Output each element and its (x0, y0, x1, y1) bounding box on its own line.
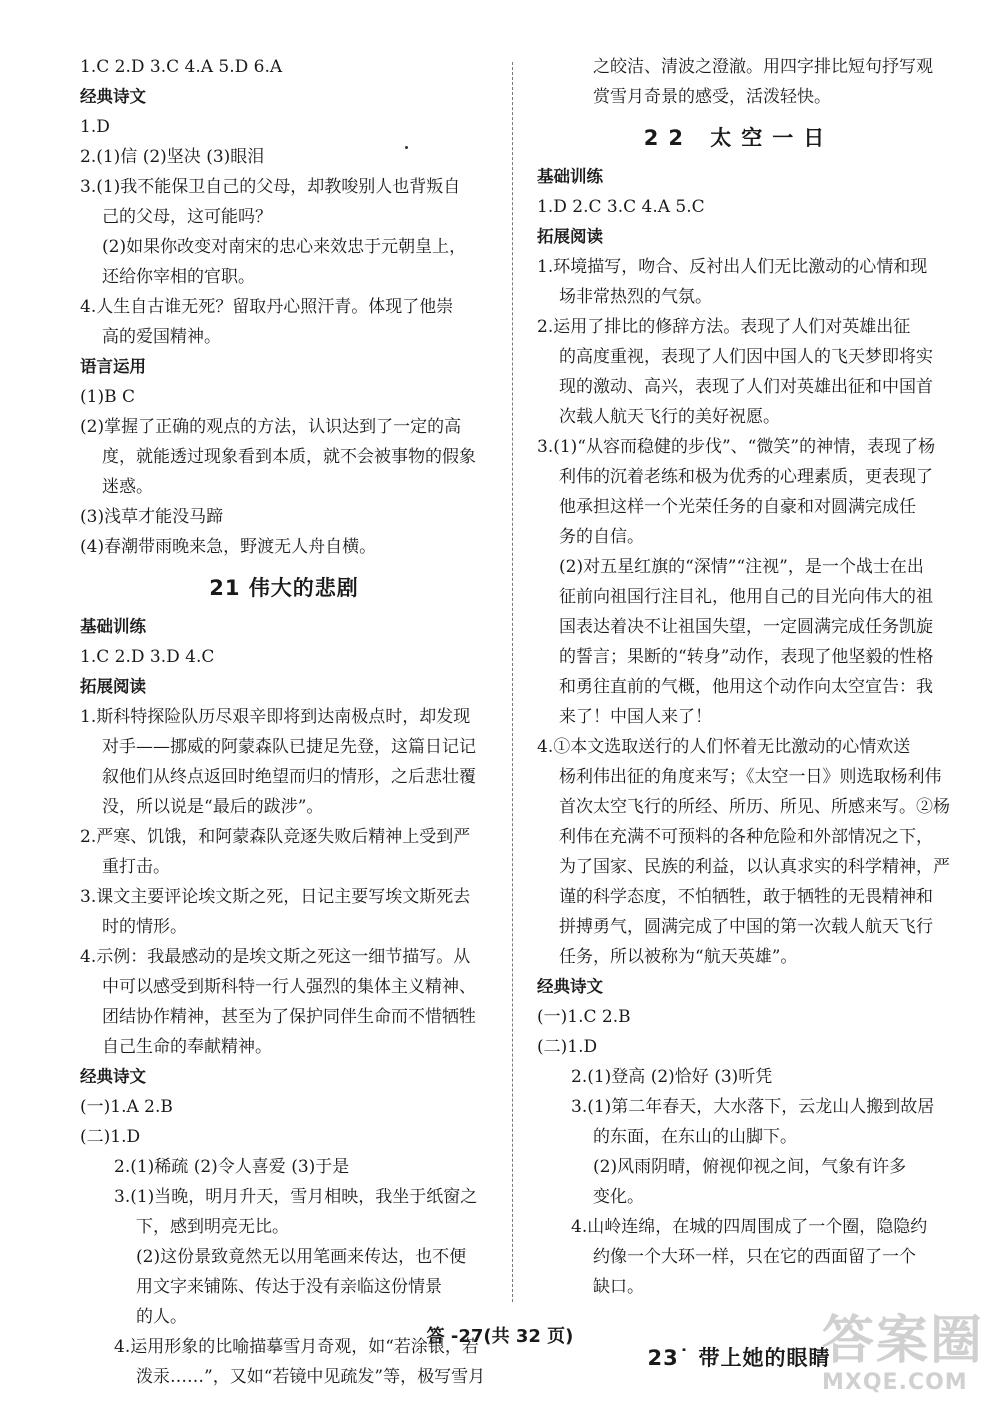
page-footer: 答 -27(共 32 页) (426, 1326, 574, 1347)
answer-line: 迷惑。 (102, 477, 153, 497)
answer-line: 2.(1)稀疏 (2)令人喜爱 (3)于是 (114, 1157, 350, 1177)
answer-line: 3.(1)我不能保卫自己的父母，却教唆别人也背叛自 (80, 177, 461, 197)
answer-line: (2)掌握了正确的观点的方法，认识达到了一定的高 (80, 417, 462, 437)
answer-line: 用文字来铺陈、传达于没有亲临这份情景 (136, 1277, 442, 1297)
answer-line: 谨的科学态度，不怕牺牲，敢于牺牲的无畏精神和 (559, 887, 933, 907)
answer-line: 场非常热烈的气氛。 (559, 287, 712, 307)
answer-line: 3.课文主要评论埃文斯之死，日记主要写埃文斯死去 (80, 887, 471, 907)
answer-line: 的誓言；果断的“转身”动作，表现了他坚毅的性格 (559, 647, 934, 667)
answer-line: (2)这份景致竟然无以用笔画来传达，也不便 (136, 1247, 467, 1267)
answer-line: 时的情形。 (102, 917, 187, 937)
answer-line: 次载人航天飞行的美好祝愿。 (559, 407, 780, 427)
answer-line: 杨利伟出征的角度来写；《太空一日》则选取杨利伟 (559, 767, 942, 787)
answer-line: 自己生命的奉献精神。 (102, 1037, 272, 1057)
answer-line: 约像一个大环一样，只在它的西面留了一个 (593, 1247, 916, 1267)
answer-line: 己的父母，这可能吗？ (102, 207, 272, 227)
answer-line: (1)B C (80, 387, 135, 407)
answer-line: 4.示例：我最感动的是埃文斯之死这一细节描写。从 (80, 947, 471, 967)
answer-line: (二)1.D (80, 1127, 141, 1147)
answer-line: 1.环境描写，吻合、反衬出人们无比激动的心情和现 (537, 257, 928, 277)
answer-line: 的高度重视，表现了人们因中国人的飞天梦即将实 (559, 347, 933, 367)
answer-line: 之皎洁、清波之澄澈。用四字排比短句抒写观 (593, 57, 933, 77)
answer-line: 团结协作精神，甚至为了保护同伴生命而不惜牺牲 (102, 1007, 476, 1027)
answer-line: 现的激动、高兴，表现了人们对英雄出征和中国首 (559, 377, 933, 397)
answer-line: (二)1.D (537, 1037, 598, 1057)
answer-line: 1.斯科特探险队历尽艰辛即将到达南极点时，却发现 (80, 707, 471, 727)
answer-line: 为了国家、民族的利益，以认真求实的科学精神，严 (559, 857, 950, 877)
answer-line: 1.C 2.D 3.C 4.A 5.D 6.A (80, 57, 283, 77)
answer-line: 4.山岭连绵，在城的四周围成了一个圈，隐隐约 (571, 1217, 928, 1237)
answer-line: 国表达着决不让祖国失望，一定圆满完成任务凯旋 (559, 617, 933, 637)
section-heading: 经典诗文 (80, 87, 146, 106)
column-divider (512, 62, 513, 1302)
watermark-url: MXQE.COM (822, 1370, 968, 1395)
answer-line: 中可以感受到斯科特一行人强烈的集体主义精神、 (102, 977, 476, 997)
left-column (80, 52, 488, 1392)
lesson-title: 22 太空一日 (643, 126, 835, 150)
section-heading: 经典诗文 (537, 977, 603, 996)
answer-line: (一)1.C 2.B (537, 1007, 631, 1027)
section-heading: 语言运用 (80, 357, 146, 376)
answer-line: 的东面，在东山的山脚下。 (593, 1127, 797, 1147)
answer-line: (2)如果你改变对南宋的忠心来效忠于元朝皇上， (102, 237, 467, 257)
answer-line: 度，就能透过现象看到本质，就不会被事物的假象 (102, 447, 476, 467)
lesson-title: 21 伟大的悲剧 (209, 576, 359, 600)
answer-line: 3.(1)当晚，明月升天，雪月相映，我坐于纸窗之 (114, 1187, 478, 1207)
answer-line: 3.(1)“从容而稳健的步伐”、“微笑”的神情，表现了杨 (537, 437, 936, 457)
watermark-logo (822, 1312, 992, 1412)
section-heading: 拓展阅读 (537, 227, 603, 246)
answer-line: 任务，所以被称为“航天英雄”。 (559, 947, 798, 967)
answer-line: 赏雪月奇景的感受，活泼轻快。 (593, 87, 831, 107)
answer-line: 他承担这样一个光荣任务的自豪和对圆满完成任 (559, 497, 916, 517)
answer-line: 来了！中国人来了！ (559, 707, 712, 727)
answer-line: (2)风雨阴晴，俯视仰视之间，气象有许多 (593, 1157, 907, 1177)
section-heading: 拓展阅读 (80, 677, 146, 696)
answer-line: 首次太空飞行的所经、所历、所见、所感来写。②杨 (559, 797, 950, 817)
answer-line: 利伟的沉着老练和极为优秀的心理素质，更表现了 (559, 467, 933, 487)
answer-line: 2.严寒、饥饿，和阿蒙森队竞逐失败后精神上受到严 (80, 827, 471, 847)
answer-line: 2.(1)信 (2)坚决 (3)眼泪 (80, 147, 265, 167)
answer-line: 和勇往直前的气概，他用这个动作向太空宣告：我 (559, 677, 933, 697)
answer-line: 变化。 (593, 1187, 644, 1207)
answer-line: 对手——挪威的阿蒙森队已捷足先登，这篇日记记 (102, 737, 476, 757)
answer-line: 1.C 2.D 3.D 4.C (80, 647, 215, 667)
answer-line: 泼汞……”，又如“若镜中见疏发”等，极写雪月 (136, 1367, 486, 1387)
answer-line: 叙他们从终点返回时绝望而归的情形，之后悲壮覆 (102, 767, 476, 787)
answer-line: 2.运用了排比的修辞方法。表现了人们对英雄出征 (537, 317, 911, 337)
answer-line: 1.D (80, 117, 110, 137)
answer-line: 4.人生自古谁无死？留取丹心照汗青。体现了他崇 (80, 297, 454, 317)
lesson-title: 23˙ 带上她的眼睛 (647, 1346, 831, 1370)
answer-line: (3)浅草才能没马蹄 (80, 507, 224, 527)
answer-line: 的人。 (136, 1307, 187, 1327)
answer-line: 缺口。 (593, 1277, 644, 1297)
answer-line: 2.(1)登高 (2)恰好 (3)听凭 (571, 1067, 773, 1087)
answer-line: 高的爱国精神。 (102, 327, 221, 347)
answer-line: 拼搏勇气，圆满完成了中国的第一次载人航天飞行 (559, 917, 933, 937)
answer-line: 重打击。 (102, 857, 170, 877)
answer-line: 下，感到明亮无比。 (136, 1217, 289, 1237)
section-heading: 基础训练 (537, 167, 603, 186)
answer-line: 征前向祖国行注目礼，他用自己的目光向伟大的祖 (559, 587, 933, 607)
answer-line: 1.D 2.C 3.C 4.A 5.C (537, 197, 705, 217)
answer-line: 4.运用形象的比喻描摹雪月奇观，如“若涂银，若 (114, 1337, 479, 1357)
answer-line: (一)1.A 2.B (80, 1097, 173, 1117)
answer-line: 务的自信。 (559, 527, 644, 547)
answer-line: 3.(1)第二年春天，大水落下，云龙山人搬到故居 (571, 1097, 935, 1117)
answer-line: 4.①本文选取送行的人们怀着无比激动的心情欢送 (537, 737, 911, 757)
section-heading: 经典诗文 (80, 1067, 146, 1086)
watermark-text: 答案圈 (822, 1311, 985, 1371)
answer-line: (2)对五星红旗的“深情”“注视”，是一个战士在出 (559, 557, 924, 577)
section-heading: 基础训练 (80, 617, 146, 636)
right-column (537, 52, 950, 1382)
answer-line: 利伟在充满不可预料的各种危险和外部情况之下， (559, 827, 933, 847)
answer-line: (4)春潮带雨晚来急，野渡无人舟自横。 (80, 537, 377, 557)
answer-line: 还给你宰相的官职。 (102, 267, 255, 287)
answer-line: 没，所以说是“最后的跋涉”。 (102, 797, 324, 817)
